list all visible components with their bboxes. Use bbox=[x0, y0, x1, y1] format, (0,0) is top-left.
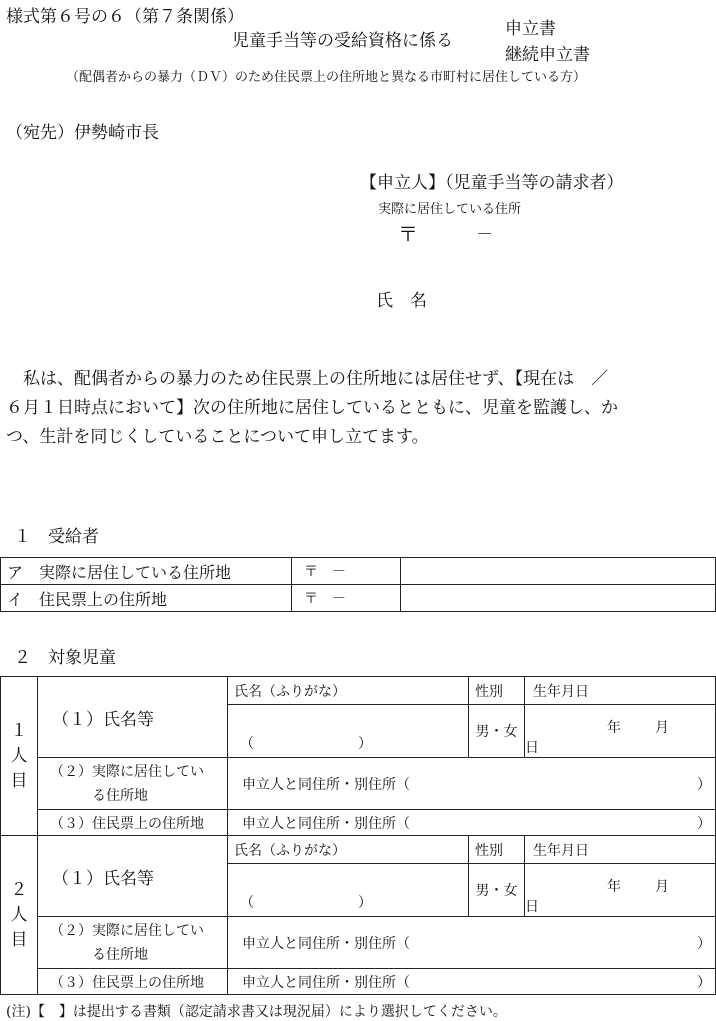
child-2-name-item: （１）氏名等 bbox=[38, 836, 228, 917]
child-2-registered-address-close: ） bbox=[697, 974, 711, 991]
table-row bbox=[1, 558, 716, 585]
child-2-gender-label: 性別 bbox=[469, 836, 525, 864]
recipient-registered-address-label: イ 住民票上の住所地 bbox=[1, 585, 292, 612]
child-2-birth-day: 日 bbox=[525, 899, 539, 915]
child-2-actual-address-label bbox=[38, 917, 228, 969]
recipient-registered-postal: 〒 － bbox=[292, 585, 401, 612]
child-2-item2-line2: る住所地 bbox=[92, 946, 148, 963]
child-1-actual-address-option: 申立人と同住所・別住所（ bbox=[242, 776, 410, 793]
table-row bbox=[1, 836, 716, 864]
children-table bbox=[0, 676, 716, 995]
statement-line-1: 私は、配偶者からの暴力のため住民票上の住所地には居住せず、【現在は ／ bbox=[6, 369, 609, 389]
child-1-birth-field[interactable] bbox=[525, 705, 716, 758]
statement-line-2: ６月１日時点において】次の住所地に居住しているとともに、児童を監護し、か bbox=[6, 398, 618, 418]
applicant-heading: 【申立人】（児童手当等の請求者） bbox=[360, 173, 624, 193]
applicant-postal-mark: 〒 bbox=[398, 222, 418, 246]
table-row bbox=[1, 758, 716, 810]
title-option-application: 申立書 bbox=[505, 19, 556, 39]
child-1-item2-line1: （２）実際に居住してい bbox=[50, 763, 204, 780]
child-2-furigana-paren-open: （ bbox=[240, 895, 254, 911]
child-1-birth-year: 年 bbox=[607, 720, 621, 736]
child-2-item2-line1: （２）実際に居住してい bbox=[50, 922, 204, 939]
recipient-registered-address-field[interactable] bbox=[401, 585, 716, 612]
child-1-furigana-label: 氏名（ふりがな） bbox=[228, 677, 469, 705]
child-2-birth-label: 生年月日 bbox=[525, 836, 716, 864]
child-1-number: １ bbox=[10, 720, 28, 741]
child-2-birth-month: 月 bbox=[655, 879, 669, 895]
child-1-label bbox=[1, 677, 38, 836]
recipient-table bbox=[0, 557, 716, 612]
child-2-label bbox=[1, 836, 38, 995]
child-1-actual-address-label bbox=[38, 758, 228, 810]
form-subtitle: （配偶者からの暴力（ＤＶ）のため住民票上の住所地と異なる市町村に居住している方） bbox=[66, 70, 587, 85]
recipient-actual-postal: 〒 － bbox=[292, 558, 401, 585]
child-2-unit-person: 人 bbox=[10, 904, 28, 925]
child-1-furigana-paren-open: （ bbox=[240, 736, 254, 752]
child-1-furigana-paren-close: ） bbox=[358, 736, 372, 752]
table-row bbox=[1, 677, 716, 705]
addressee: （宛先）伊勢崎市長 bbox=[6, 123, 159, 143]
child-1-registered-address-field[interactable] bbox=[228, 810, 716, 836]
section-1-heading: １ 受給者 bbox=[14, 527, 99, 547]
child-1-birth-day: 日 bbox=[525, 740, 539, 756]
child-1-registered-address-option: 申立人と同住所・別住所（ bbox=[242, 815, 410, 832]
child-1-item2-line2: る住所地 bbox=[92, 787, 148, 804]
child-2-furigana-label: 氏名（ふりがな） bbox=[228, 836, 469, 864]
child-2-birth-year: 年 bbox=[607, 879, 621, 895]
child-1-gender-select[interactable]: 男・女 bbox=[469, 705, 525, 758]
child-1-registered-address-close: ） bbox=[697, 815, 711, 832]
child-1-unit-person: 人 bbox=[10, 745, 28, 766]
child-2-unit-ordinal: 目 bbox=[10, 929, 28, 950]
child-2-registered-address-label: （３）住民票上の住所地 bbox=[38, 969, 228, 995]
applicant-address-label: 実際に居住している住所 bbox=[378, 202, 522, 217]
applicant-name-label: 氏 名 bbox=[376, 291, 427, 311]
child-1-name-field[interactable] bbox=[228, 705, 469, 758]
child-1-birth-label: 生年月日 bbox=[525, 677, 716, 705]
child-2-name-field[interactable] bbox=[228, 864, 469, 917]
table-row bbox=[1, 810, 716, 836]
child-2-number: ２ bbox=[10, 879, 28, 900]
child-2-registered-address-field[interactable] bbox=[228, 969, 716, 995]
table-row bbox=[1, 917, 716, 969]
section-2-heading: ２ 対象児童 bbox=[14, 648, 116, 668]
child-2-gender-select[interactable]: 男・女 bbox=[469, 864, 525, 917]
table-row bbox=[1, 969, 716, 995]
child-2-actual-address-close: ） bbox=[697, 935, 711, 952]
child-2-birth-field[interactable] bbox=[525, 864, 716, 917]
form-number: 様式第６号の６（第７条関係） bbox=[6, 7, 244, 27]
form-title: 児童手当等の受給資格に係る bbox=[232, 31, 453, 51]
child-1-actual-address-field[interactable] bbox=[228, 758, 716, 810]
child-1-name-item: （１）氏名等 bbox=[38, 677, 228, 758]
child-2-actual-address-field[interactable] bbox=[228, 917, 716, 969]
child-2-registered-address-option: 申立人と同住所・別住所（ bbox=[242, 974, 410, 991]
title-option-continuation: 継続申立書 bbox=[505, 45, 590, 65]
child-1-gender-label: 性別 bbox=[469, 677, 525, 705]
child-1-actual-address-close: ） bbox=[697, 776, 711, 793]
statement-line-3: つ、生計を同じくしていることについて申し立てます。 bbox=[6, 427, 429, 447]
footnote: (注)【 】は提出する書類（認定請求書又は現況届）により選択してください。 bbox=[6, 1004, 507, 1020]
applicant-postal-dash: － bbox=[476, 225, 493, 245]
recipient-actual-address-field[interactable] bbox=[401, 558, 716, 585]
recipient-actual-address-label: ア 実際に居住している住所地 bbox=[1, 558, 292, 585]
table-row bbox=[1, 585, 716, 612]
child-2-furigana-paren-close: ） bbox=[358, 895, 372, 911]
child-1-birth-month: 月 bbox=[655, 720, 669, 736]
child-1-registered-address-label: （３）住民票上の住所地 bbox=[38, 810, 228, 836]
child-1-unit-ordinal: 目 bbox=[10, 770, 28, 791]
child-2-actual-address-option: 申立人と同住所・別住所（ bbox=[242, 935, 410, 952]
